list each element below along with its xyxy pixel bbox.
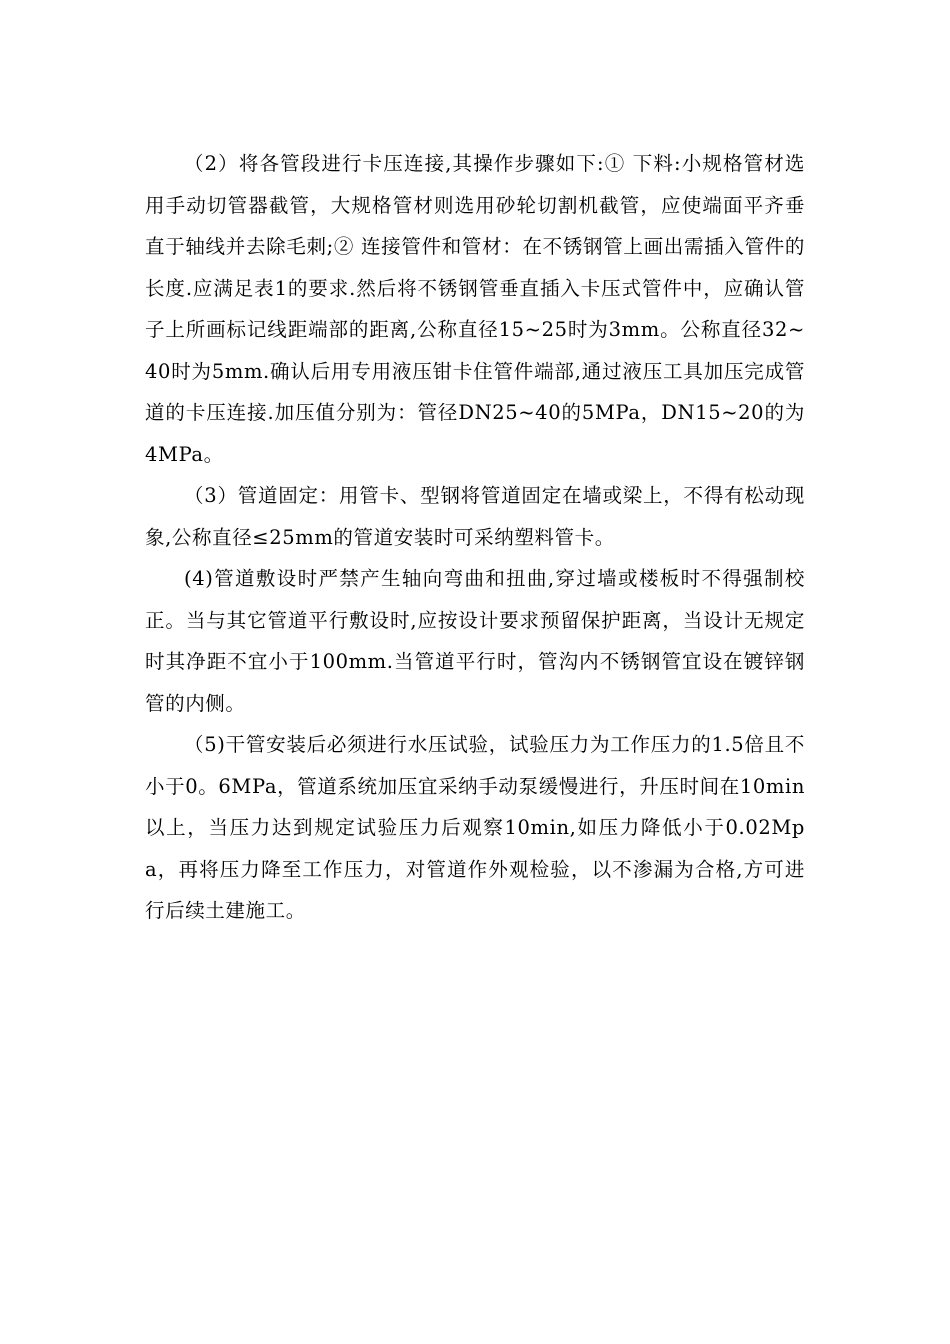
paragraph-pressure-test: （5)干管安装后必须进行水压试验，试验压力为工作压力的1.5倍且不小于0。6MPa，管道系统加压宜采纳手动泵缓慢进行，升压时间在10min以上，当压力达到规定试验压力后观察10min,如压力降低小于0.02Mpa，再将压力降至工作压力，对管道作外观检验，以不渗漏为合格,方可进行后续土建施工。 — [145, 733, 805, 922]
paragraph-pipe-fixing: （3）管道固定：用管卡、型钢将管道固定在墙或梁上，不得有松动现象,公称直径≤25mm的管道安装时可采纳塑料管卡。 — [145, 484, 805, 549]
paragraph-pipe-laying: (4)管道敷设时严禁产生轴向弯曲和扭曲,穿过墙或楼板时不得强制校正。当与其它管道平行敷设时,应按设计要求预留保护距离，当设计无规定时其净距不宜小于100mm.当管道平行时，管沟内不锈钢管宜设在镀锌钢管的内侧。 — [145, 567, 805, 715]
paragraph-crimp-connection: （2）将各管段进行卡压连接,其操作步骤如下:① 下料:小规格管材选用手动切管器截管，大规格管材则选用砂轮切割机截管，应使端面平齐垂直于轴线并去除毛刺;② 连接管件和管材：在不锈钢管上画出需插入管件的长度.应满足表1的要求.然后将不锈钢管垂直插入卡压式管件中，应确认管子上所画标记线距端部的距离,公称直径15~25时为3mm。公称直径32~40时为5mm.确认后用专用液压钳卡住管件端部,通过液压工具加压完成管道的卡压连接.加压值分别为：管径DN25~40的5MPa，DN15~20的为4MPa。 — [145, 152, 805, 466]
document-body — [145, 143, 805, 932]
